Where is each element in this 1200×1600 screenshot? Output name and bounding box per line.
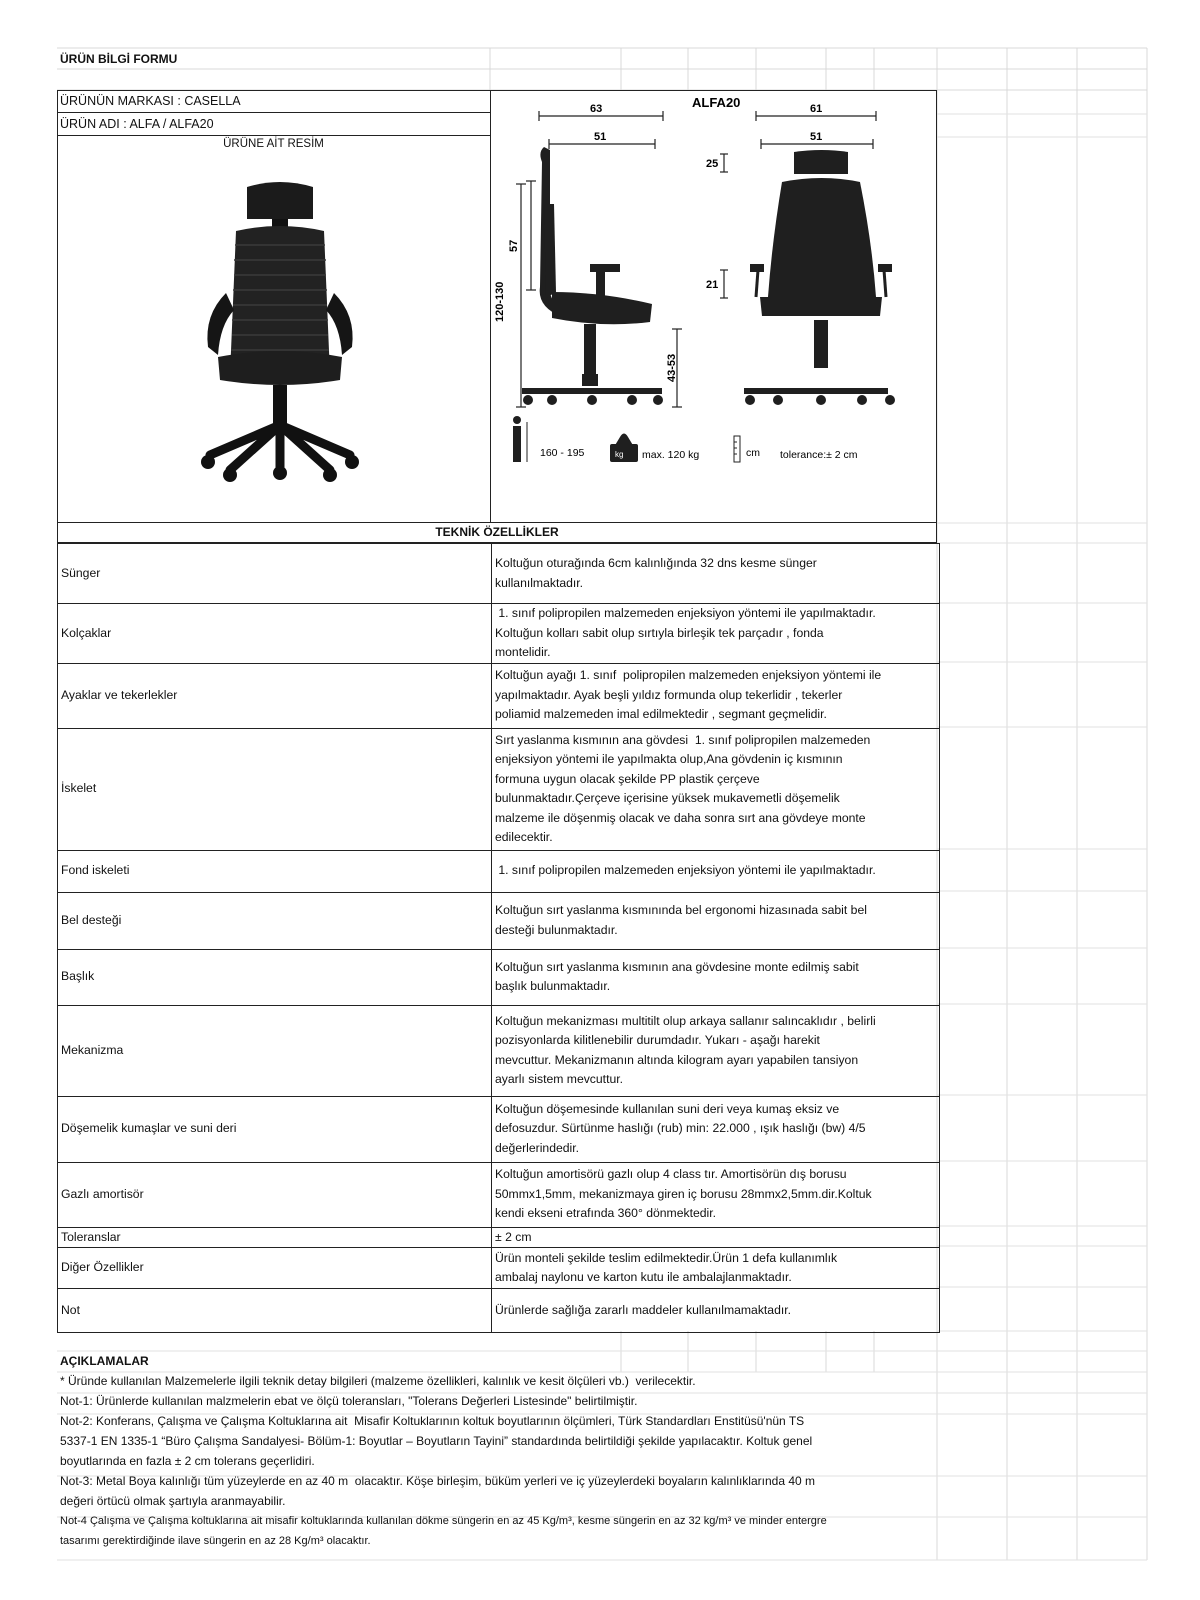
brand-row: ÜRÜNÜN MARKASI : CASELLA: [57, 90, 490, 113]
side-top-width: 63: [590, 103, 603, 115]
spec-row: [58, 892, 940, 949]
armrest-dim: 21: [706, 279, 719, 291]
spec-key: Başlık: [58, 949, 492, 1005]
note-line: * Üründe kullanılan Malzemelerle ilgili teknik detay bilgileri (malzeme özellikleri, kalınlık ve kesit ölçüleri vb.) verilecektir.: [60, 1374, 696, 1388]
tech-title: TEKNİK ÖZELLİKLER: [57, 523, 937, 543]
spec-value-line: Koltuğun oturağında 6cm kalınlığında 32 dns kesme sünger: [495, 556, 817, 570]
spec-value-line: Koltuğun kolları sabit olup sırtıyla birleşik tek parçadır , fonda: [495, 625, 824, 640]
headrest-dim: 25: [706, 158, 719, 170]
user-height-icon: [513, 416, 527, 462]
product-name-row: ÜRÜN ADI : ALFA / ALFA20: [57, 113, 490, 136]
spec-table: [57, 543, 940, 1333]
front-seat-width: 51: [810, 131, 823, 143]
spec-value-line: pozisyonlarda kilitlenebilir durumdadır. Yukarı - aşağı harekit: [495, 1033, 820, 1047]
spec-value-line: kendi ekseni etrafında 360° dönmektedir.: [495, 1206, 717, 1221]
spec-value-line: defosuzdur. Sürtünme haslığı (rub) min: 22.000 , ışık haslığı (bw) 4/5: [495, 1121, 866, 1136]
note-line: değeri örtücü olmak şartıyla aranmayabilir.: [60, 1494, 286, 1508]
spec-value: [492, 1248, 940, 1289]
note-line: Not-1: Ürünlerde kullanılan malzmelerin ebat ve ölçü toleransları, "Tolerans Değerleri Listesinde" belirtilmiştir.: [60, 1394, 638, 1408]
spec-row: [58, 1162, 940, 1227]
spec-key: Kolçaklar: [58, 604, 492, 664]
spec-key: Bel desteği: [58, 892, 492, 949]
spec-row: [58, 1289, 940, 1333]
unit-label: cm: [746, 447, 760, 459]
note-line: 5337-1 EN 1335-1 “Büro Çalışma Sandalyesi- Bölüm-1: Boyutlar – Boyutların Tayini” standardında belirtildiği şekilde yapılacaktır. Koltuk genel: [60, 1434, 813, 1448]
spec-value: [492, 604, 940, 664]
image-label: ÜRÜNE AİT RESİM: [223, 138, 324, 150]
diagram-model: ALFA20: [692, 95, 741, 110]
spec-row: [58, 949, 940, 1005]
spec-value-line: Koltuğun mekanizması multitilt olup arkaya sallanır salıncaklıdır , belirli: [495, 1013, 876, 1028]
spec-value-line: Koltuğun ayağı 1. sınıf polipropilen malzemeden enjeksiyon yöntemi ile: [495, 668, 882, 683]
spec-key: İskelet: [58, 728, 492, 850]
spec-value-line: formuna uygun olacak şekilde PP plastik çerçeve: [495, 771, 760, 786]
spec-value-line: enjeksiyon yöntemi ile yapılmakta olup,Ana gövdenin iç kısmının: [495, 752, 843, 766]
spec-row: [58, 663, 940, 728]
spec-value-line: Ürün monteli şekilde teslim edilmektedir.Ürün 1 defa kullanımlık: [495, 1250, 838, 1265]
spec-key: Döşemelik kumaşlar ve suni deri: [58, 1096, 492, 1162]
spec-value-line: Sırt yaslanma kısmının ana gövdesi 1. sınıf polipropilen malzemeden: [495, 732, 871, 747]
spec-row: [58, 1227, 940, 1248]
spec-value-line: desteği bulunmaktadır.: [495, 922, 618, 937]
spec-value-line: ambalaj naylonu ve karton kutu ile ambalajlanmaktadır.: [495, 1270, 792, 1284]
spec-value: [492, 728, 940, 850]
chair-photo: [190, 175, 370, 485]
notes-title: AÇIKLAMALAR: [60, 1354, 149, 1368]
spec-row: [58, 544, 940, 604]
tolerance-label: tolerance:± 2 cm: [780, 449, 858, 461]
spec-value: [492, 663, 940, 728]
spec-value-line: bulunmaktadır.Çerçeve içerisine yüksek mukavemetli döşemelik: [495, 791, 840, 805]
product-info: [57, 90, 490, 136]
header-divider: [490, 90, 491, 523]
kg-label: kg: [615, 450, 624, 459]
spec-value-line: ± 2 cm: [495, 1229, 532, 1244]
note-line: Not-2: Konferans, Çalışma ve Çalışma Koltuklarına ait Misafir Koltuklarının koltuk boyutlarının ölçümleri, Türk Standardları Enstitüsü'nün TS: [60, 1414, 805, 1428]
max-weight: max. 120 kg: [642, 449, 700, 461]
spec-value-line: 50mmx1,5mm, mekanizmaya giren iç borusu 28mmx2,5mm.dir.Koltuk: [495, 1186, 872, 1201]
spec-row: [58, 604, 940, 664]
spec-value-line: 1. sınıf polipropilen malzemeden enjeksiyon yöntemi ile yapılmaktadır.: [495, 606, 876, 620]
spec-value: [492, 892, 940, 949]
spec-value-line: edilecektir.: [495, 830, 553, 844]
spec-value-line: malzeme ile döşenmiş olacak ve daha sonra sırt ana gövdeye monte: [495, 810, 866, 825]
spec-row: [58, 850, 940, 892]
seat-height: 43-53: [666, 353, 678, 382]
spec-value-line: Koltuğun sırt yaslanma kısmınında bel ergonomi hizasınada sabit bel: [495, 903, 867, 917]
spec-value: [492, 949, 940, 1005]
front-top-width: 61: [810, 103, 823, 115]
spec-key: Gazlı amortisör: [58, 1162, 492, 1227]
spec-row: [58, 728, 940, 850]
note-line: Not-3: Metal Boya kalınlığı tüm yüzeylerde en az 40 m olacaktır. Köşe birleşim, büküm yerleri ve iç yüzeylerdeki boyaların kalınlıklarında 40 m: [60, 1474, 815, 1488]
spec-value: [492, 1096, 940, 1162]
spec-value-line: Ürünlerde sağlığa zararlı maddeler kullanılmamaktadır.: [495, 1302, 792, 1317]
user-height: 160 - 195: [540, 447, 585, 459]
spec-value-line: kullanılmaktadır.: [495, 575, 584, 590]
note-line: Not-4 Çalışma ve Çalışma koltuklarına ait misafir koltuklarında kullanılan dökme süngerin en az 45 Kg/m³, kesme süngerin en az 32 kg/m³ ve minder entergre: [60, 1515, 827, 1527]
spec-value-line: yapılmaktadır. Ayak beşli yıldız formunda olup tekerlidir , tekerler: [495, 687, 843, 702]
spec-value-line: poliamid malzemeden imal edilmektedir , segmant geçmelidir.: [495, 707, 827, 722]
note-line: boyutlarında en fazla ± 2 cm tolerans geçerlidiri.: [60, 1454, 315, 1468]
spec-row: [58, 1248, 940, 1289]
spec-row: [58, 1005, 940, 1096]
spec-value: [492, 1227, 940, 1248]
spec-value-line: başlık bulunmaktadır.: [495, 979, 611, 993]
spec-value-line: mevcuttur. Mekanizmanın altında kilogram ayarı yapabilen tansiyon: [495, 1052, 859, 1067]
spec-key: Fond iskeleti: [58, 850, 492, 892]
spec-key: Toleranslar: [58, 1227, 492, 1248]
dimension-diagram: [492, 92, 934, 472]
spec-value: [492, 1162, 940, 1227]
spec-key: Ayaklar ve tekerlekler: [58, 663, 492, 728]
spec-row: [58, 1096, 940, 1162]
spec-value: [492, 1005, 940, 1096]
spec-value-line: Koltuğun amortisörü gazlı olup 4 class tır. Amortisörün dış borusu: [495, 1167, 847, 1182]
spec-value: [492, 1289, 940, 1333]
form-title: ÜRÜN BİLGİ FORMU: [60, 52, 178, 66]
spec-key: Mekanizma: [58, 1005, 492, 1096]
side-seat-width: 51: [594, 131, 607, 143]
note-line: tasarımı gerektirdiğinde ilave süngerin en az 28 Kg/m³ olacaktır.: [60, 1535, 371, 1547]
notes-section: [57, 1351, 937, 1551]
spec-key: Diğer Özellikler: [58, 1248, 492, 1289]
spec-value-line: Koltuğun döşemesinde kullanılan suni deri veya kumaş eksiz ve: [495, 1101, 840, 1116]
spec-value: [492, 850, 940, 892]
back-height: 57: [508, 239, 520, 252]
total-height: 120-130: [494, 281, 506, 322]
spec-value: [492, 544, 940, 604]
spec-value-line: montelidir.: [495, 645, 551, 659]
spec-value-line: 1. sınıf polipropilen malzemeden enjeksiyon yöntemi ile yapılmaktadır.: [495, 863, 876, 878]
spec-key: Not: [58, 1289, 492, 1333]
spec-value-line: değerlerindedir.: [495, 1140, 580, 1155]
spec-key: Sünger: [58, 544, 492, 604]
spec-value-line: Koltuğun sırt yaslanma kısmının ana gövdesine monte edilmiş sabit: [495, 959, 859, 974]
ruler-icon: [734, 436, 740, 462]
spec-value-line: ayarlı sistem mevcuttur.: [495, 1072, 624, 1086]
